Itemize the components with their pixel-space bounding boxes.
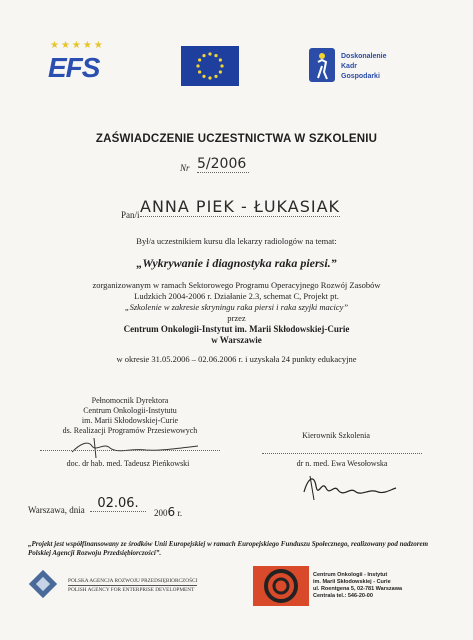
course-period: w okresie 31.05.2006 – 02.06.2006 r. i uzyskała 24 punkty edukacyjne (116, 354, 357, 364)
eu-star-icon (202, 54, 205, 57)
left-signature-icon (70, 434, 200, 462)
dkg-logo-text: Doskonalenie Kadr Gospodarki (341, 53, 387, 80)
dkg-logo (309, 48, 419, 84)
eu-star-icon (208, 76, 211, 79)
efs-logo-text: EFS (48, 52, 100, 83)
eu-star-icon (220, 64, 223, 67)
eu-star-icon (214, 54, 217, 57)
pare-diamond-icon (26, 567, 60, 601)
co-line-1: Centrum Onkologii - Instytut (313, 572, 388, 578)
co-line-2: im. Marii Skłodowskiej - Curie (313, 579, 391, 585)
left-signatory-name: doc. dr hab. med. Tadeusz Pieńkowski (66, 459, 190, 468)
number-label: Nr (180, 163, 190, 173)
funding-footnote: „Projekt jest współfinansowany ze środków Unii Europejskiej w ramach Europejskiego Funduszu Społecznego, realizowany pod nadzorem Polskiej Agencji Rozwoju Przedsiębiorczości”. (28, 540, 429, 557)
eu-star-icon (198, 70, 201, 73)
co-line-4: Centrala tel.: 546-20-00 (313, 593, 373, 599)
co-emblem-icon (253, 566, 309, 606)
dkg-figure-icon (309, 48, 335, 82)
eu-star-icon (219, 58, 222, 61)
pan-label: Pan/i (121, 210, 140, 220)
pare-logo (24, 567, 198, 603)
eu-star-icon (202, 75, 205, 78)
left-signature-line (40, 450, 220, 451)
eu-star-icon (214, 75, 217, 78)
institution-name: Centrum Onkologii-Instytut im. Marii Skłodowskiej-Curie (123, 324, 350, 334)
left-signatory-title: Pełnomocnik Dyrektora Centrum Onkologii-Instytutu im. Marii Skłodowskiej-Curie ds. Realizacji Programów Przesiewowych (62, 396, 198, 435)
eu-flag-icon (181, 46, 239, 86)
organized-line-2: Ludzkich 2004-2006 r. Działanie 2.3, schemat C, Projekt pt. (134, 291, 339, 301)
date-value: 02.06. (90, 496, 146, 512)
date-label: Warszawa, dnia (28, 505, 85, 515)
right-signatory-title: Kierownik Szkolenia (302, 431, 370, 440)
eu-star-icon (208, 52, 211, 55)
document-title: ZAŚWIADCZENIE UCZESTNICTWA W SZKOLENIU (95, 133, 378, 145)
efs-logo (44, 40, 114, 88)
organized-line-1: zorganizowanym w ramach Sektorowego Programu Operacyjnego Rozwój Zasobów (92, 280, 381, 290)
co-logo (253, 566, 403, 606)
przez-text: przez (227, 313, 246, 323)
participant-name: ANNA PIEK - ŁUKASIAK (140, 197, 340, 216)
efs-stars-icon: ★★★★★ (50, 40, 105, 51)
right-signatory-name: dr n. med. Ewa Wesołowska (296, 459, 388, 468)
project-title: „Szkolenie w zakresie skryningu raka piersi i raka szyjki macicy” (124, 302, 349, 312)
course-title: „Wykrywanie i diagnostyka raka piersi.” (136, 256, 337, 270)
pare-name-en: POLISH AGENCY FOR ENTERPRISE DEVELOPMENT (68, 585, 197, 594)
right-signature-line (262, 453, 422, 454)
eu-star-icon (198, 58, 201, 61)
eu-star-icon (196, 64, 199, 67)
eu-star-icon (219, 70, 222, 73)
right-signature-icon (300, 470, 400, 504)
co-line-3: ul. Roentgena 5, 02-781 Warszawa (313, 586, 403, 592)
pare-name-pl: POLSKA AGENCJA ROZWOJU PRZEDSIĘBIORCZOŚCI (68, 578, 198, 584)
intro-text: Był/a uczestnikiem kursu dla lekarzy radiologów na temat: (136, 236, 337, 246)
institution-city: w Warszawie (211, 335, 262, 345)
year-value: 2006 r. (154, 505, 183, 519)
certificate-number: 5/2006 (197, 156, 249, 173)
